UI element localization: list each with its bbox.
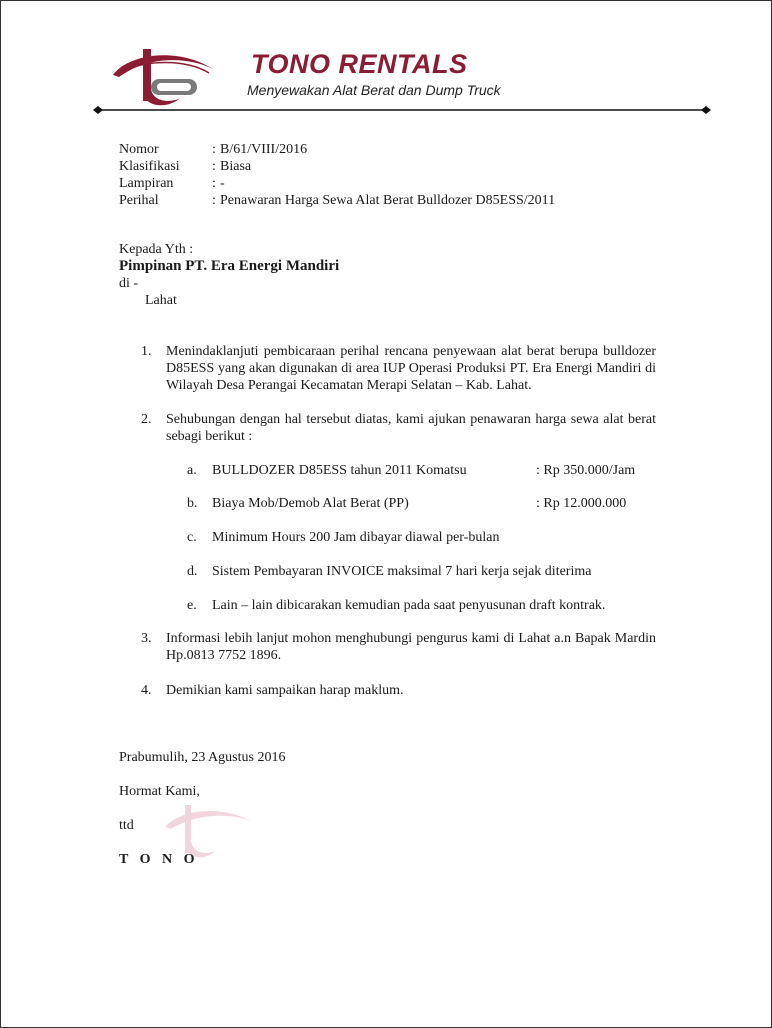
meta-label: Perihal bbox=[119, 193, 159, 208]
meta-label: Lampiran bbox=[119, 176, 174, 191]
list-item-number: 3. bbox=[141, 631, 152, 646]
meta-value: Penawaran Harga Sewa Alat Berat Bulldozer D85ESS/2011 bbox=[220, 193, 556, 208]
sub-list-item bbox=[187, 563, 591, 580]
sub-item-letter: d. bbox=[187, 564, 198, 579]
list-item-text: Demikian kami sampaikan harap maklum. bbox=[166, 683, 404, 698]
meta-colon: : bbox=[212, 159, 216, 174]
list-item-number: 4. bbox=[141, 683, 152, 698]
closing-regards: Hormat Kami, bbox=[119, 784, 200, 799]
sub-item-text: Biaya Mob/Demob Alat Berat (PP) bbox=[212, 496, 409, 511]
sub-item-value: : Rp 350.000/Jam bbox=[536, 463, 636, 478]
addressee-greeting: Kepada Yth : bbox=[119, 242, 194, 257]
list-item-number: 1. bbox=[141, 344, 152, 359]
sub-item-text: Lain – lain dibicarakan kemudian pada saat penyusunan draft kontrak. bbox=[212, 598, 606, 613]
sub-item-value: : Rp 12.000.000 bbox=[536, 496, 627, 511]
meta-row-lampiran bbox=[119, 175, 555, 192]
sub-item-letter: a. bbox=[187, 463, 197, 478]
signer-name: T O N O bbox=[119, 852, 199, 867]
tono-rentals-logo-icon bbox=[109, 43, 249, 109]
meta-value: - bbox=[220, 176, 225, 191]
meta-row-nomor bbox=[119, 141, 555, 158]
meta-label: Klasifikasi bbox=[119, 159, 180, 174]
meta-label: Nomor bbox=[119, 142, 159, 157]
meta-colon: : bbox=[212, 176, 216, 191]
sub-item-text: Sistem Pembayaran INVOICE maksimal 7 hari kerja sejak diterima bbox=[212, 564, 592, 579]
signature-text: ttd bbox=[119, 818, 134, 833]
addressee-at: di - bbox=[119, 276, 139, 291]
sub-item-text: Minimum Hours 200 Jam dibayar diawal per-bulan bbox=[212, 530, 500, 545]
sub-item-letter: b. bbox=[187, 496, 198, 511]
addressee-city: Lahat bbox=[145, 293, 177, 308]
company-name: TONO RENTALS bbox=[251, 49, 468, 79]
logo-watermark-icon bbox=[161, 801, 261, 861]
meta-row-klasifikasi bbox=[119, 158, 555, 175]
sub-list-item bbox=[187, 597, 605, 614]
sub-list-item bbox=[187, 462, 635, 479]
meta-colon: : bbox=[212, 193, 216, 208]
list-item-number: 2. bbox=[141, 412, 152, 427]
addressee-block bbox=[119, 241, 339, 309]
list-item bbox=[141, 343, 656, 394]
meta-row-perihal bbox=[119, 192, 555, 209]
header-divider bbox=[93, 105, 711, 115]
meta-value: B/61/VIII/2016 bbox=[220, 142, 308, 157]
sub-list-item bbox=[187, 529, 499, 546]
sub-list-item bbox=[187, 495, 626, 512]
sub-item-letter: e. bbox=[187, 598, 197, 613]
list-item bbox=[141, 411, 656, 445]
letter-meta bbox=[119, 141, 555, 209]
list-item-text: Menindaklanjuti pembicaraan perihal rencana penyewaan alat berat berupa bulldozer D85ESS yang akan digunakan di area IUP Operasi Produksi PT. Era Energi Mandiri di Wilayah Desa Perangai Kecamatan Merapi Selatan – Kab. Lahat. bbox=[166, 344, 656, 393]
addressee-name: Pimpinan PT. Era Energi Mandiri bbox=[119, 258, 340, 274]
company-tagline: Menyewakan Alat Berat dan Dump Truck bbox=[247, 82, 501, 98]
place-date: Prabumulih, 23 Agustus 2016 bbox=[119, 750, 286, 765]
sub-item-letter: c. bbox=[187, 530, 197, 545]
list-item bbox=[141, 682, 656, 699]
list-item bbox=[141, 630, 656, 664]
list-item-text: Informasi lebih lanjut mohon menghubungi pengurus kami di Lahat a.n Bapak Mardin Hp.0813 7752 1896. bbox=[166, 631, 656, 663]
list-item-text: Sehubungan dengan hal tersebut diatas, kami ajukan penawaran harga sewa alat berat sebagi berikut : bbox=[166, 412, 656, 444]
meta-colon: : bbox=[212, 142, 216, 157]
sub-item-text: BULLDOZER D85ESS tahun 2011 Komatsu bbox=[212, 463, 467, 478]
meta-value: Biasa bbox=[220, 159, 252, 174]
